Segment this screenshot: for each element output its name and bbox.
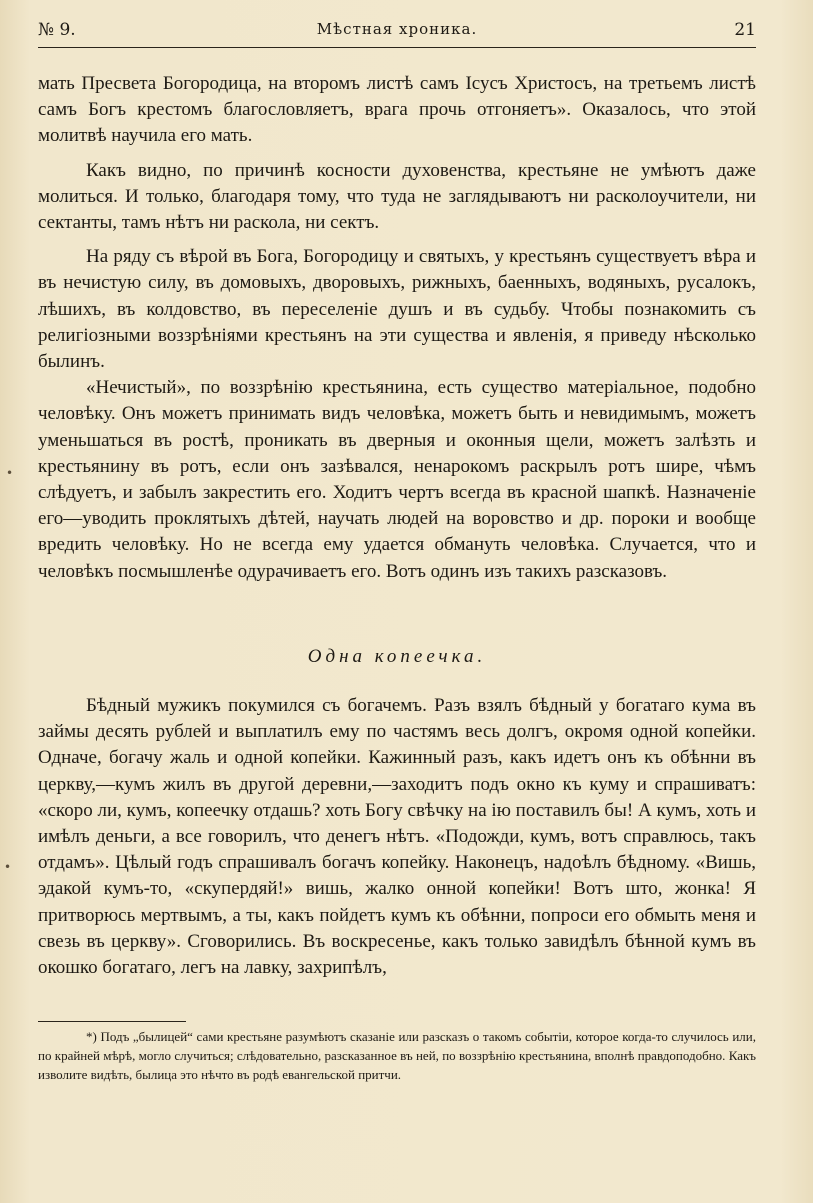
main-text — [38, 71, 756, 585]
running-title: Мѣстная хроника. — [316, 20, 478, 38]
paragraph: На ряду съ вѣрой въ Бога, Богородицу и святыхъ, у крестьянъ существуетъ вѣра и въ нечистую силу, въ домовыхъ, дворовыхъ, рижныхъ, баенныхъ, водяныхъ, русалокъ, лѣшихъ, въ колдовство, въ переселеніе душъ и въ судьбу. Чтобы познакомить съ религіозными воззрѣніями крестьянъ на эти существа и явленія, я приведу нѣсколько былинъ. — [38, 246, 756, 373]
story-text: Бѣдный мужикъ покумился съ богачемъ. Разъ взялъ бѣдный у богатаго кума въ займы десять рублей и выплатилъ ему по частямъ весь долгъ, окромя одной копейки. Одначе, богачу жаль и одной копейки. Кажинный разъ, какъ идетъ онъ къ обѣнни въ церкву,—кумъ жилъ въ другой деревни,—заходитъ подъ окно къ куму и спрашиватъ: «скоро ли, кумъ, копеечку отдашь? хоть Богу свѣчку на iю поставилъ бы! А кумъ, хоть и имѣлъ деньги, а все говорилъ, что денегъ нѣтъ. «Подожди, кумъ, вотъ справлюсь, такъ отдамъ». Цѣлый годъ спрашивалъ богачъ копейку. Наконецъ, надоѣлъ бѣдному. «Вишь, эдакой кумъ-то, «скупердяй!» вишь, жалко онной копейки! Вотъ што, жонка! Я притворюсь мертвымъ, а ты, какъ пойдетъ кумъ къ обѣнни, попроси его обмыть меня и свезь въ церкву». Сговорились. Въ воскресенье, какъ только завидѣлъ бѣнной кумъ въ окошко богатаго, легъ на лавку, захрипѣлъ, — [38, 695, 756, 979]
margin-mark: • — [4, 860, 12, 874]
header-rule — [38, 47, 756, 48]
paragraph: мать Пресвета Богородица, на второмъ листѣ самъ Iсусъ Христосъ, на третьемъ листѣ самъ Богъ крестомъ благословляетъ, врага прочь отгоняетъ». Оказалось, что этой молитвѣ научила его мать. — [38, 73, 756, 147]
margin-mark: • — [6, 466, 14, 480]
issue-number: № 9. — [38, 20, 76, 40]
footnote-rule — [38, 1021, 186, 1022]
story-title: Одна копеечка. — [307, 646, 487, 667]
page-number: 21 — [734, 20, 756, 40]
paragraph: «Нечистый», по воззрѣнію крестьянина, есть существо матеріальное, подобно человѣку. Онъ можетъ принимать видъ человѣка, можетъ быть и невидимымъ, можетъ уменьшаться въ ростѣ, проникать въ дверныя и оконныя щели, можетъ залѣзть и крестьянину въ ротъ, если онъ зазѣвался, ненарокомъ раскрылъ ротъ шире, чѣмъ слѣдуетъ, и забылъ закрестить его. Ходитъ чертъ всегда въ красной шапкѣ. Назначеніе его—уводить проклятыхъ дѣтей, научать людей на воровство и др. пороки и вообще вредить человѣку. Но не всегда ему удается обмануть человѣка. Случается, что и человѣкъ посмышленѣе одурачиваетъ его. Вотъ одинъ изъ такихъ разсказовъ. — [38, 377, 756, 582]
paragraph: Какъ видно, по причинѣ косности духовенства, крестьяне не умѣютъ даже молиться. И только, благодаря тому, что туда не заглядываютъ ни расколоучители, ни сектанты, тамъ нѣтъ ни раскола, ни сектъ. — [38, 159, 756, 234]
running-header — [38, 20, 756, 46]
footnote: *) Подъ „былицей“ сами крестьяне разумѣютъ сказаніе или разсказъ о такомъ событіи, которое когда-то случилось или, по крайней мѣрѣ, могло случиться; слѣдовательно, разсказанное въ ней, по воззрѣнію крестьянина, вполнѣ правдоподобно. Какъ изволите видѣть, былица это нѣчто въ родѣ евангельской притчи. — [38, 1029, 756, 1082]
